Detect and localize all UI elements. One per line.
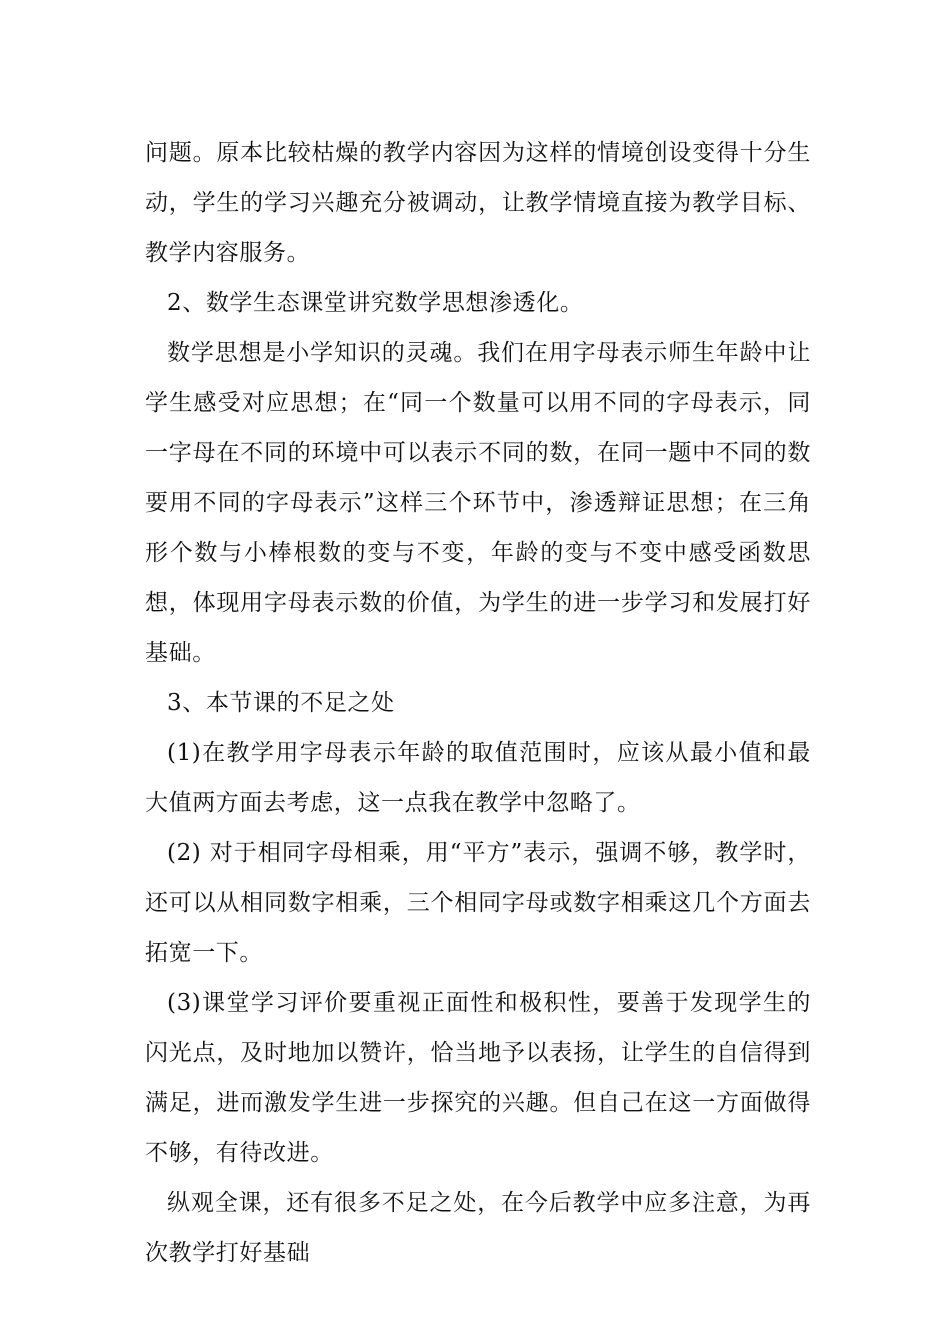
section-heading-3: 3、本节课的不足之处 bbox=[167, 690, 395, 716]
paragraph-math-thinking: 数学思想是小学知识的灵魂。我们在用字母表示师生年龄中让学生感受对应思想；在“同一个数量可以用不同的字母表示，同一字母在不同的环境中可以表示不同的数，在同一题中不同的数要用不同的字母表示”这样三个环节中，渗透辩证思想；在三角形个数与小棒根数的变与不变，年龄的变与不变中感受函数思想，体现用字母表示数的价值，为学生的进一步学习和发展打好基础。 bbox=[145, 340, 811, 666]
document-body bbox=[145, 128, 811, 1278]
list-item-1: (1)在教学用字母表示年龄的取值范围时，应该从最小值和最大值两方面去考虑，这一点我在教学中忽略了。 bbox=[145, 740, 811, 816]
paragraph-conclusion: 纵观全课，还有很多不足之处，在今后教学中应多注意，为再次教学打好基础 bbox=[145, 1190, 811, 1266]
section-heading-2: 2、数学生态课堂讲究数学思想渗透化。 bbox=[167, 290, 584, 316]
list-item-3: (3)课堂学习评价要重视正面性和极积性，要善于发现学生的闪光点，及时地加以赞许，恰当地予以表扬，让学生的自信得到满足，进而激发学生进一步探究的兴趣。但自己在这一方面做得不够，有待改进。 bbox=[145, 990, 811, 1166]
list-item-2: (2) 对于相同字母相乘，用“平方”表示，强调不够，教学时，还可以从相同数字相乘，三个相同字母或数字相乘这几个方面去拓宽一下。 bbox=[145, 840, 811, 966]
paragraph-intro-continuation: 问题。原本比较枯燥的教学内容因为这样的情境创设变得十分生动，学生的学习兴趣充分被调动，让教学情境直接为教学目标、教学内容服务。 bbox=[145, 140, 811, 266]
